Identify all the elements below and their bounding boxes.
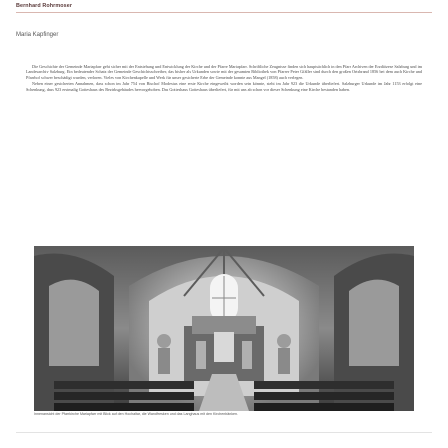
section-title: Maria Kapfinger	[16, 32, 59, 38]
article-paragraph: Die Geschichte der Gemeinde Mariapfarr geht sicher mit der Entstehung und Entwicklung der Kirche und der Pfarre Mariapfarr. Schriftliche Zeugnisse finden sich hauptsächlich in den Pfarr Archiven der Erzdiözese Salzburg und im Landesarchiv Salzburg. Ein bedeutender Schatz der Gemeinde Geschichtsschreiber, das bisher als Urkunden sowie mit der gesamten Bibliothek von Pfarrer Peter Gfäller sind durch den großen Ortsbrand 1856 bei dem auch Kirche und Pfarrhof schwer beschädigt wurden, verloren. Vieles von Kirchenkapelle und Werk für unser gesicherte Erbe der Gemeinde konnte aus Mangel (1858) auch verlegen.	[26, 64, 422, 80]
author-name: Bernhard Rohrmoser	[16, 3, 73, 9]
article-paragraph: Neben einer gesicherten Annahmen, dass schon im Jahr 754 von Bischof Modestus eine erste Kirche eingeweiht worden sein könnte, steht im Jahr 923 die Urkunde überliefert. Salzburger Urkunde im Jahr 1153 erfolgt eine Schenkung, dass 923 erstmalig Gotteshaus des Bezirksgebäudes hervorgehoben. Das Gotteshaus Gotteshaus überliefert, für mit uns ab schon vor dieser Schenkung eine Kirche bestanden haben.	[26, 81, 422, 92]
header-rule	[16, 12, 432, 13]
footer-rule	[16, 432, 432, 433]
church-interior-image	[34, 246, 414, 411]
article-body	[26, 64, 422, 93]
church-interior-photo	[34, 246, 414, 411]
photo-caption: Innenansicht der Pfarrkirche Mariapfarr mit Blick auf den Hochaltar, die Wandfresken und das Langhaus mit den Kirchenbänken.	[34, 412, 239, 416]
